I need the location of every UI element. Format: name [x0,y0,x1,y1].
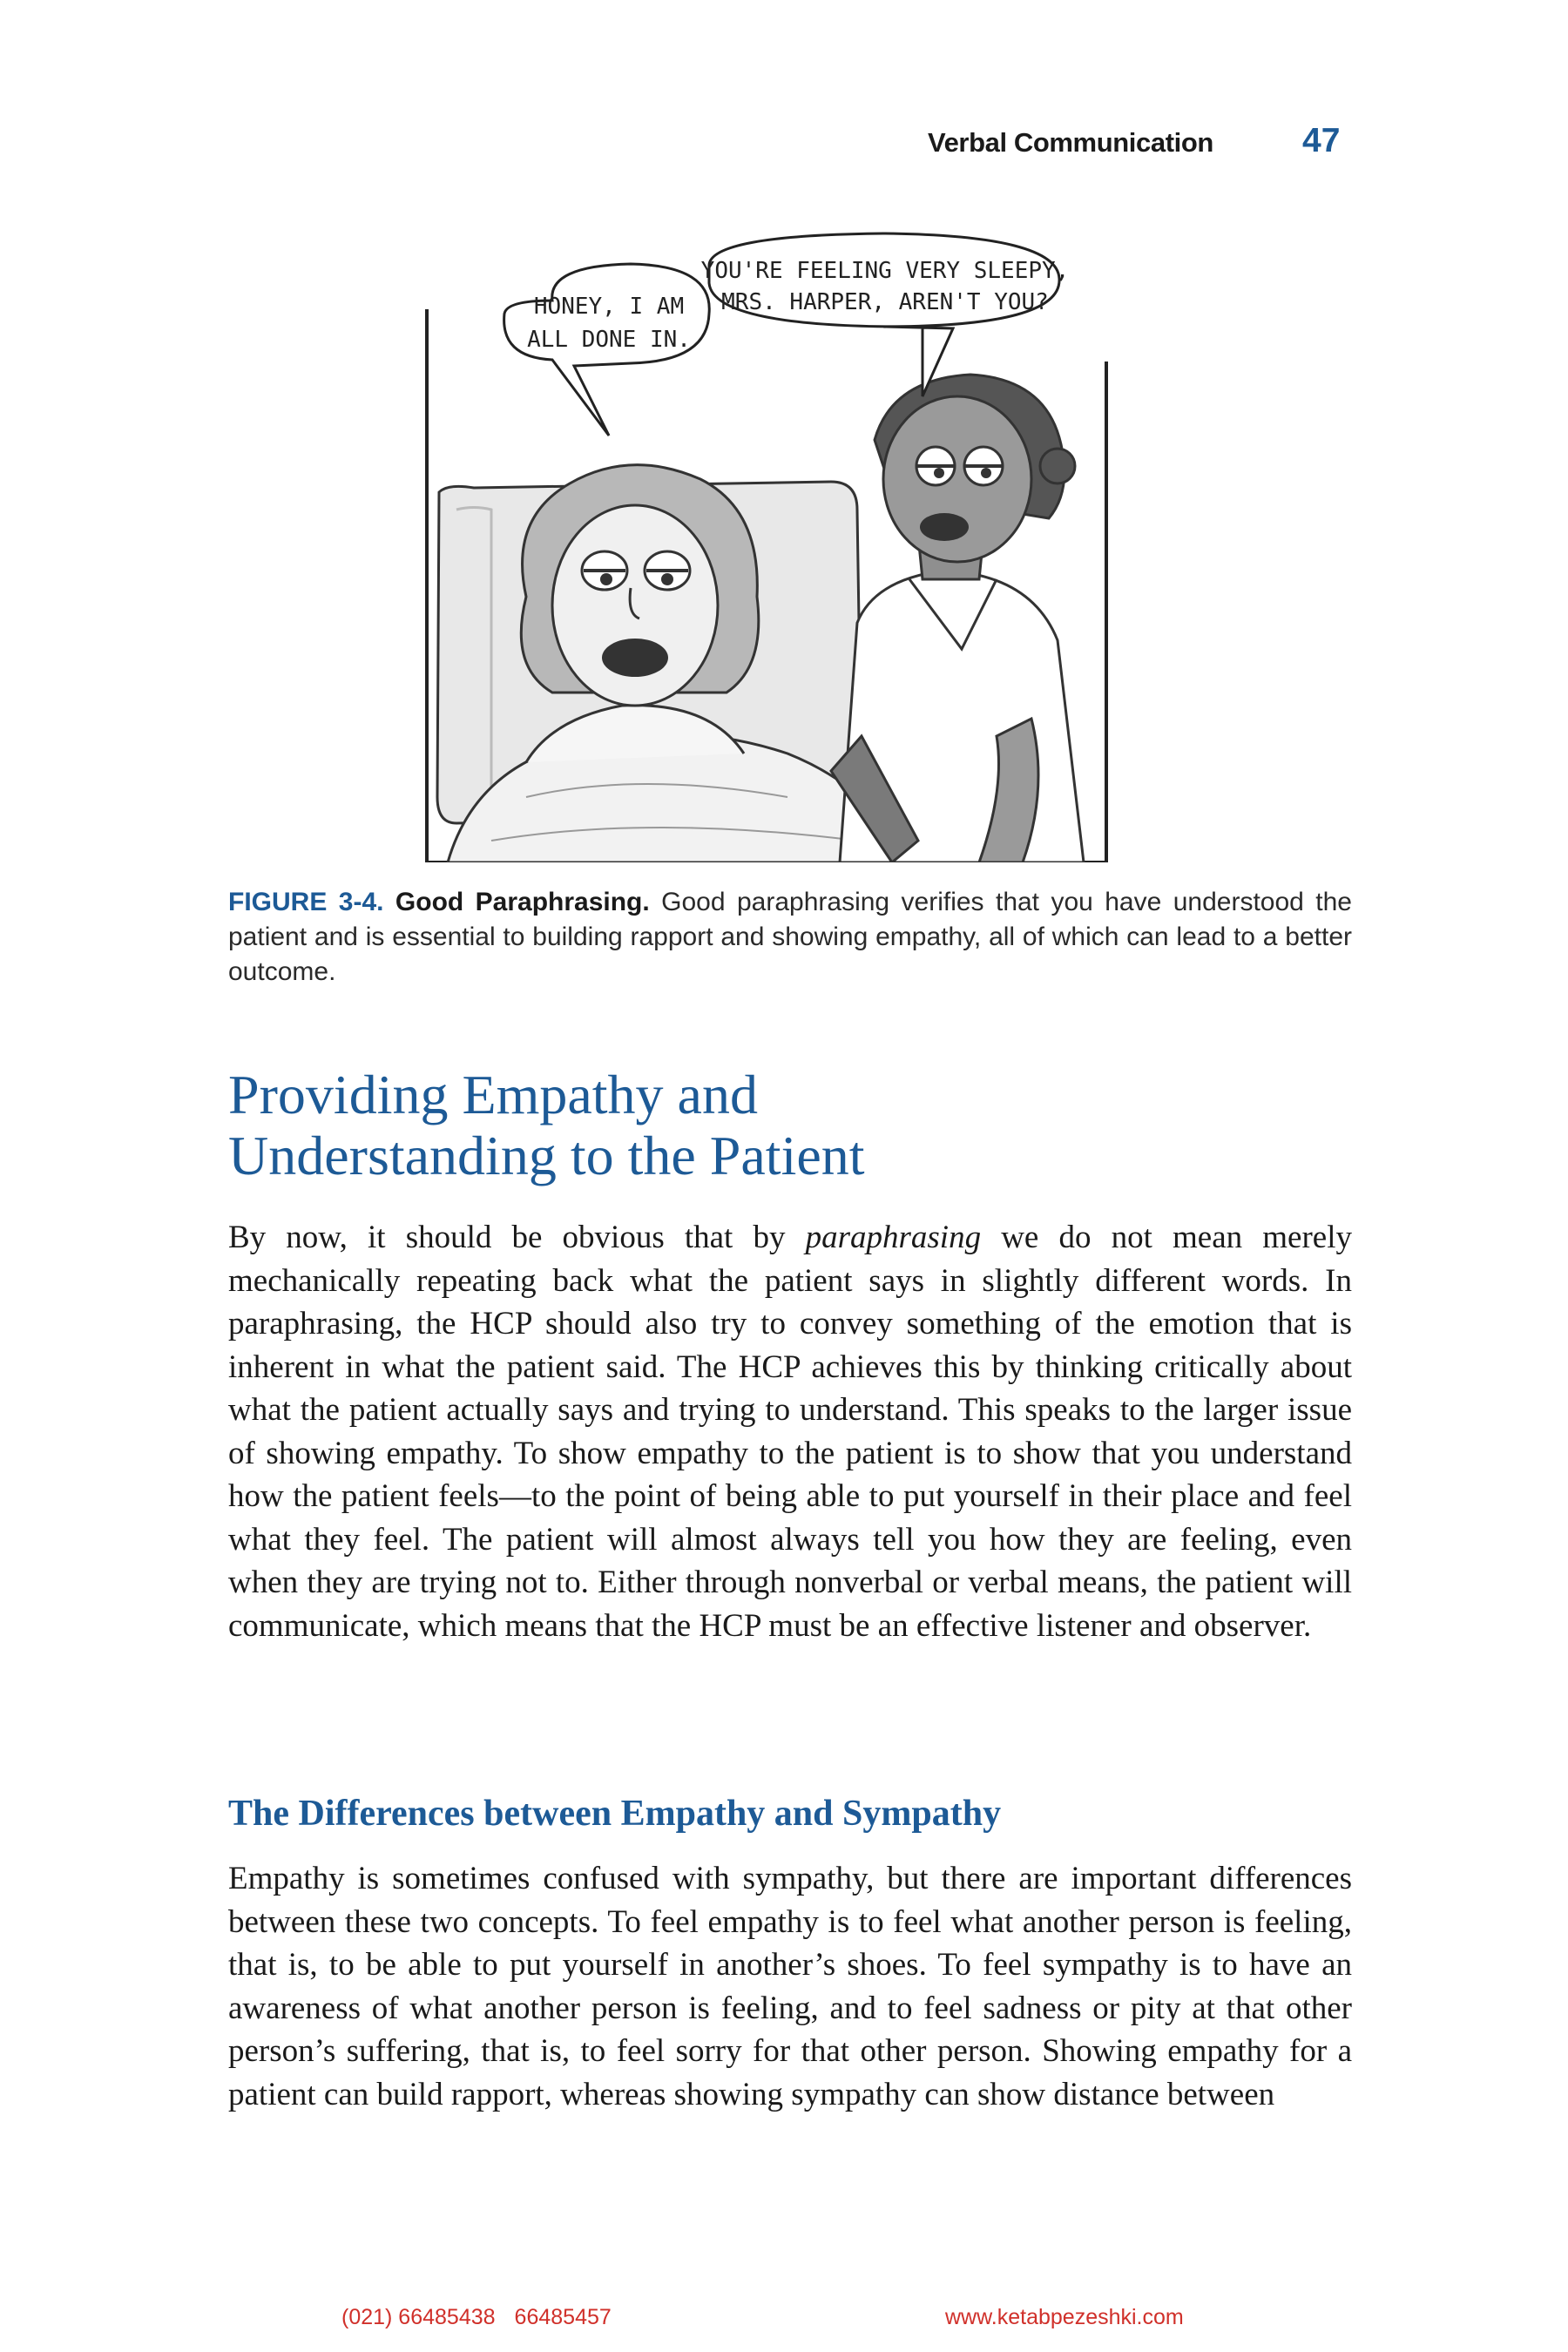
page-number: 47 [1302,122,1341,159]
bubble-left-line-1: HONEY, I AM [533,294,685,320]
section-title [228,1064,1361,1186]
body-paragraph-1 [228,1216,1352,1647]
nurse-mouth [920,513,969,541]
footer-website[interactable]: www.ketabpezeshki.com [945,2305,1184,2329]
caption-label: FIGURE 3-4. [228,888,384,916]
bubble-right-line-2: MRS. HARPER, AREN'T YOU? [721,289,1049,315]
cartoon-figure [422,231,1119,862]
footer-phone-2: 66485457 [514,2305,612,2329]
caption-text: Good paraphrasing verifies that you have understood the patient and is essential to building rapport and showing empathy, all of which can lead to a better outcome. [228,888,1352,986]
bubble-right-line-1: YOU'RE FEELING VERY SLEEPY, [700,258,1070,284]
p1-text-before: By now, it should be obvious that by [228,1220,806,1255]
footer-phone-1: (021) 66485438 [341,2305,496,2329]
bubble-left-line-2: ALL DONE IN. [527,327,691,353]
p1-text-after: we do not mean merely mechanically repeating back what the patient says in slightly different words. In paraphrasing, the HCP should also try to convey something of the emotion that is inherent in what the patient said. The HCP achieves this by thinking critically about what the patient actually says and trying to understand. This speaks to the larger issue of showing empathy. To show empathy to the patient is to show that you understand how the patient feels—to the point of being able to put yourself in their place and feel what they feel. The patient will almost always tell you how they are feeling, even when they are trying not to. Either through nonverbal or verbal means, the patient will communicate, which means that the HCP must be an effective listener and observer. [228,1220,1352,1644]
cartoon-illustration [422,231,1119,862]
section-title-line-2: Understanding to the Patient [228,1125,865,1186]
caption-title: Good Paraphrasing. [395,888,650,916]
patient-mouth [602,639,668,677]
subsection-title: The Differences between Empathy and Sympathy [228,1794,1002,1834]
footer-phones [341,2305,612,2330]
section-title-line-1: Providing Empathy and [228,1064,758,1125]
figure-caption [228,885,1352,990]
running-title: Verbal Communication [928,127,1213,158]
running-head [928,124,1363,167]
p1-italic-term: paraphrasing [805,1220,982,1255]
body-paragraph-2: Empathy is sometimes confused with sympathy, but there are important differences between these two concepts. To feel empathy is to feel what another person is feeling, that is, to be able to put yourself in another’s shoes. To feel sympathy is to have an awareness of what another person is feeling, and to feel sadness or pity at that other person’s suffering, that is, to feel sorry for that other person. Showing empathy for a patient can build rapport, whereas showing sympathy can show distance between [228,1861,1352,2112]
